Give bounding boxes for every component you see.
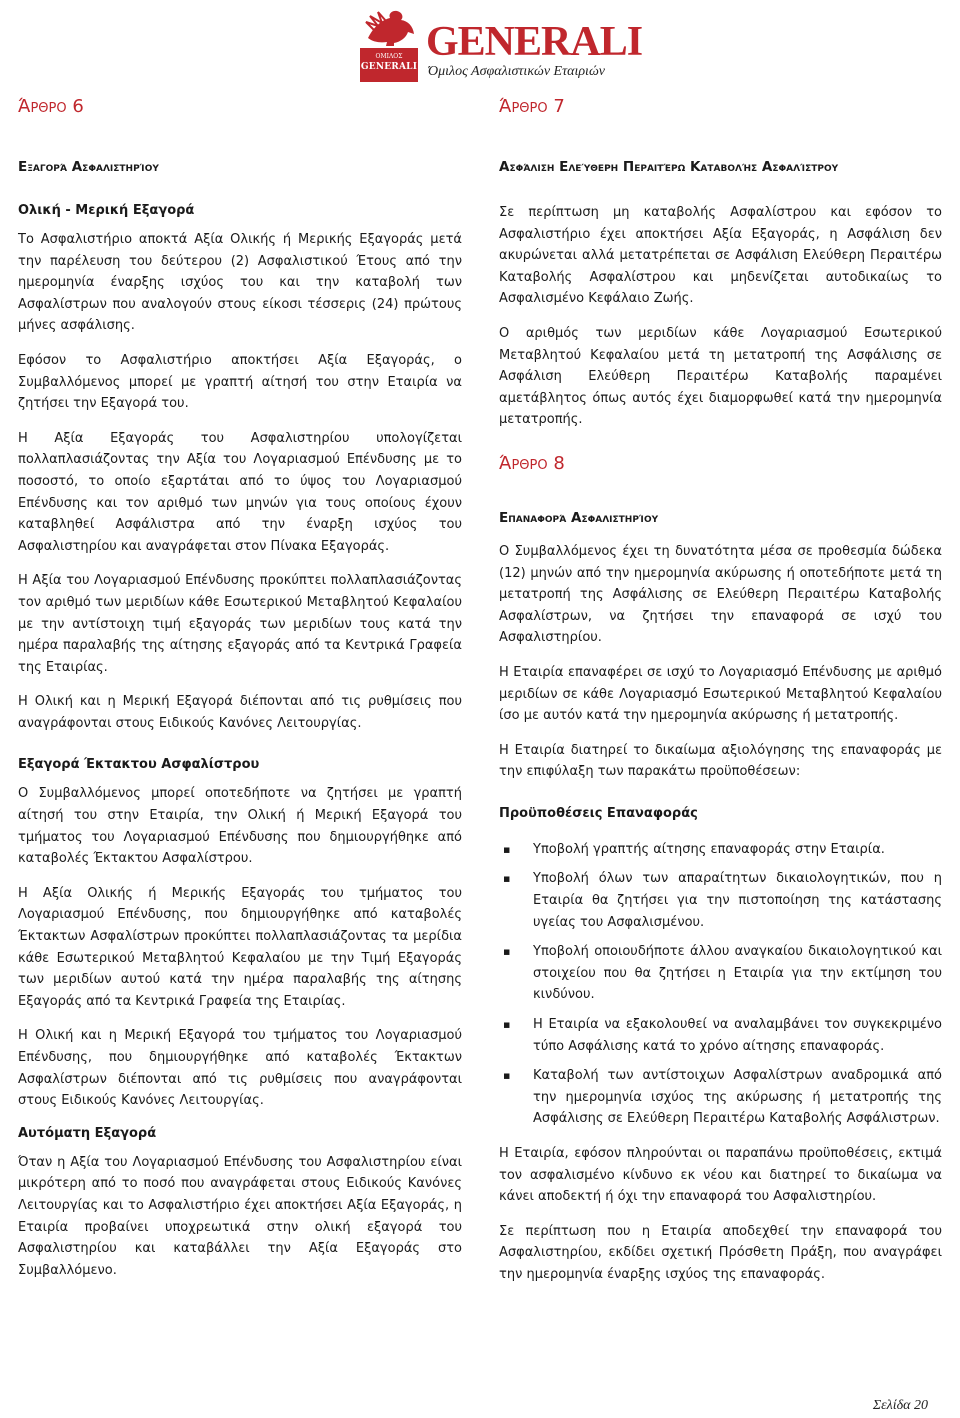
page-header — [0, 0, 960, 86]
logo-wordmark: GENERALI — [426, 19, 643, 65]
logo-emblem-line1: ΟΜΙΛΟΣ — [375, 53, 403, 60]
conditions-list — [499, 839, 942, 1130]
paragraph: Η Εταιρία, εφόσον πληρούνται οι παραπάνω προϋποθέσεις, εκτιμά τον ασφαλισμένο κίνδυνο εκ νέου και διατηρεί το δικαίωμα να κάνει αποδεκτή ή όχι την επαναφορά του Ασφαλιστηρίου. — [499, 1146, 942, 1205]
generali-logo — [360, 6, 643, 82]
paragraph: Σε περίπτωση μη καταβολής Ασφαλίστρου και εφόσον το Ασφαλιστήριο έχει αποκτήσει Αξία Εξαγοράς, η Ασφάλιση δεν ακυρώνεται αλλά μετατρέπεται σε Ασφάλιση Ελεύθερη Περαιτέρω Καταβολής Ασφαλίστρου και μηδενίζεται αυτοδικαίως το Ασφαλισμένο Κεφάλαιο Ζωής. — [499, 205, 942, 307]
list-item-text: Υποβολή οποιουδήποτε άλλου αναγκαίου δικαιολογητικού και στοιχείου που θα ζητήσει η Εταιρία για την εκτίμηση του κινδύνου. — [533, 944, 942, 1003]
article-7-heading: Άρθρο 7 — [499, 96, 565, 117]
article-6-heading: Άρθρο 6 — [18, 96, 84, 117]
paragraph: Ο αριθμός των μεριδίων κάθε Λογαριασμού Εσωτερικού Μεταβλητού Κεφαλαίου μετά τη μετατροπή της Ασφάλισης σε Ασφάλιση Ελεύθερη Περαιτέρω Καταβολής παραμένει αμετάβλητος όπως αυτός έχει διαμορφωθεί κατά την ημερομηνία μετατροπής. — [499, 325, 942, 428]
list-item — [499, 1014, 942, 1057]
paragraph: Η Ολική και η Μερική Εξαγορά του τμήματος του Λογαριασμού Επένδυσης, που δημιουργήθηκε από καταβολές Έκτακτων Ασφαλίστρων διέπονται από τις ρυθμίσεις που αναγράφονται στους Ειδικούς Κανόνες Λειτουργίας. — [18, 1028, 462, 1109]
article-8-heading: Άρθρο 8 — [499, 452, 565, 474]
list-item-text: Υποβολή γραπτής αίτησης επαναφοράς στην Εταιρία. — [533, 841, 885, 857]
list-item-text: Υποβολή όλων των απαραίτητων δικαιολογητικών, που η Εταιρία θα ζητήσει για την πιστοποίηση της κατάστασης υγείας του Ασφαλισμένου. — [533, 871, 942, 930]
logo-emblem — [360, 48, 418, 82]
paragraph: Εφόσον το Ασφαλιστήριο αποκτήσει Αξία Εξαγοράς, ο Συμβαλλόμενος μπορεί με γραπτή αίτησή του στην Εταιρία να ζητήσει την Εξαγορά του. — [18, 352, 462, 412]
page-number: Σελίδα 20 — [872, 1398, 928, 1413]
paragraph: Η Ολική και η Μερική Εξαγορά διέπονται από τις ρυθμίσεις που αναγράφονται στους Ειδικούς Κανόνες Λειτουργίας. — [18, 694, 462, 731]
bullet-icon: ▪ — [503, 1018, 511, 1032]
paragraph: Ο Συμβαλλόμενος έχει τη δυνατότητα μέσα σε προθεσμία δώδεκα (12) μηνών από την ημερομηνία ακύρωσης ή οποτεδήποτε μετά τη μετατροπή της Ασφάλισης σε Ελεύθερη Περαιτέρω Καταβολής Ασφαλίστρων, να ζητήσει την επαναφορά σε ισχύ του Ασφαλιστηρίου. — [499, 543, 942, 646]
list-item — [499, 1065, 942, 1130]
list-item-text: Καταβολή των αντίστοιχων Ασφαλίστρων αναδρομικά από την ημερομηνία ισχύος της ακύρωσης ή μετατροπής της Ασφάλισης σε Ελεύθερη Περαιτέρω Καταβολής Ασφάλιστρων. — [533, 1068, 942, 1127]
subheading-extra-premium: Εξαγορά Έκτακτου Ασφαλίστρου — [18, 757, 260, 773]
paragraph: Η Εταιρία διατηρεί το δικαίωμα αξιολόγησης της επαναφοράς με την επιφύλαξη των παρακάτω προϋποθέσεων: — [499, 742, 942, 780]
bullet-icon: ▪ — [503, 842, 511, 856]
paragraph: Το Ασφαλιστήριο αποκτά Αξία Ολικής ή Μερικής Εξαγοράς μετά την παρέλευση του δεύτερου (2) Ασφαλιστικού Έτους από την ημερομηνία έναρξης ισχύος του και την καταβολή των Ασφαλίστρων που αναλογούν στους είκοσι τέσσερις (24) πρώτους μήνες ασφάλισης. — [18, 232, 462, 334]
bullet-icon: ▪ — [503, 872, 511, 886]
section-title-paid-up: Ασφάλιση Ελεύθερη Περαιτέρω Καταβολής Ασφαλίστρου — [499, 159, 839, 175]
section-title-surrender: Εξαγορά Ασφαλιστηρίου — [18, 159, 159, 175]
list-item-text: Η Εταιρία να εξακολουθεί να αναλαμβάνει τον συγκεκριμένο τύπο Ασφάλισης κατά το χρόνο αίτησης επαναφοράς. — [533, 1017, 942, 1054]
winged-lion-icon — [364, 8, 416, 48]
bullet-icon: ▪ — [503, 1069, 511, 1083]
list-item — [499, 941, 942, 1006]
logo-subtitle: Όμιλος Ασφαλιστικών Εταιριών — [428, 64, 605, 79]
paragraph: Η Αξία του Λογαριασμού Επένδυσης προκύπτει πολλαπλασιάζοντας τον αριθμό των μεριδίων κάθε Εσωτερικού Μεταβλητού Κεφαλαίου με την αντίστοιχη τιμή εξαγοράς των μεριδίων τους κατά την ημέρα παραλαβής της αίτησης εξαγοράς από τα Κεντρικά Γραφεία της Εταιρίας. — [18, 573, 462, 675]
list-item — [499, 839, 942, 861]
subheading-conditions: Προϋποθέσεις Επαναφοράς — [499, 805, 698, 821]
logo-emblem-line2: GENERALI — [360, 62, 418, 72]
paragraph: Όταν η Αξία του Λογαριασμού Επένδυσης του Ασφαλιστηρίου είναι μικρότερη από το ποσό που αναγράφεται στους Ειδικούς Κανόνες Λειτουργίας και το Ασφαλιστήριο έχει αποκτήσει Αξία Εξαγοράς, η Εταιρία προβαίνει υποχρεωτικά στην ολική εξαγορά του Ασφαλιστηρίου και καταβάλλει την Αξία Εξαγοράς στο Συμβαλλόμενο. — [18, 1154, 462, 1278]
section-title-reinstatement: Επαναφορά Ασφαλιστηρίου — [499, 509, 659, 526]
left-column — [18, 96, 462, 1294]
paragraph: Ο Συμβαλλόμενος μπορεί οποτεδήποτε να ζητήσει με γραπτή αίτησή του στην Εταιρία, την Ολική ή Μερική Εξαγορά του τμήματος του Λογαριασμού Επένδυσης που δημιουργήθηκε από καταβολές Έκτακτου Ασφαλίστρου. — [18, 786, 462, 867]
bullet-icon: ▪ — [503, 945, 511, 959]
paragraph: Η Εταιρία επαναφέρει σε ισχύ το Λογαριασμό Επένδυσης με αριθμό μεριδίων σε κάθε Λογαριασμό Εσωτερικού Μεταβλητού Κεφαλαίου ίσο με αυτόν κατά την ημερομηνία ακύρωσης ή μετατροπής. — [499, 664, 942, 724]
subheading-automatic: Αυτόματη Εξαγορά — [18, 1125, 157, 1141]
subheading-total-partial: Ολική - Μερική Εξαγορά — [18, 203, 195, 218]
right-column — [499, 96, 942, 1299]
list-item — [499, 868, 942, 933]
paragraph: Η Αξία Ολικής ή Μερικής Εξαγοράς του τμήματος του Λογαριασμού Επένδυσης, που δημιουργήθηκε από καταβολές Έκτακτων Ασφαλίστρων προκύπτει πολλαπλασιάζοντας τα μερίδια κάθε Εσωτερικού Μεταβλητού Κεφαλαίου με την Τιμή Εξαγοράς των μεριδίων αυτού κατά την ημέρα παραλαβής της αίτησης Εξαγοράς από τα Κεντρικά Γραφεία της Εταιρίας. — [18, 885, 462, 1009]
paragraph: Η Αξία Εξαγοράς του Ασφαλιστηρίου υπολογίζεται πολλαπλασιάζοντας την Αξία του Λογαριασμού Επένδυσης με το ποσοστό, το οποίο εξαρτάται από το ύψος του Λογαριασμού Επένδυσης και τον αριθμό των μηνών για τους οποίους έχουν καταβληθεί Ασφάλιστρα από την έναρξη ισχύος του Ασφαλιστηρίου και αναγράφεται στον Πίνακα Εξαγοράς. — [18, 430, 462, 554]
paragraph: Σε περίπτωση που η Εταιρία αποδεχθεί την επαναφορά του Ασφαλιστηρίου, εκδίδει σχετική Πρόσθετη Πράξη, που αναγράφει την ημερομηνία έναρξης ισχύος της επαναφοράς. — [499, 1223, 942, 1282]
